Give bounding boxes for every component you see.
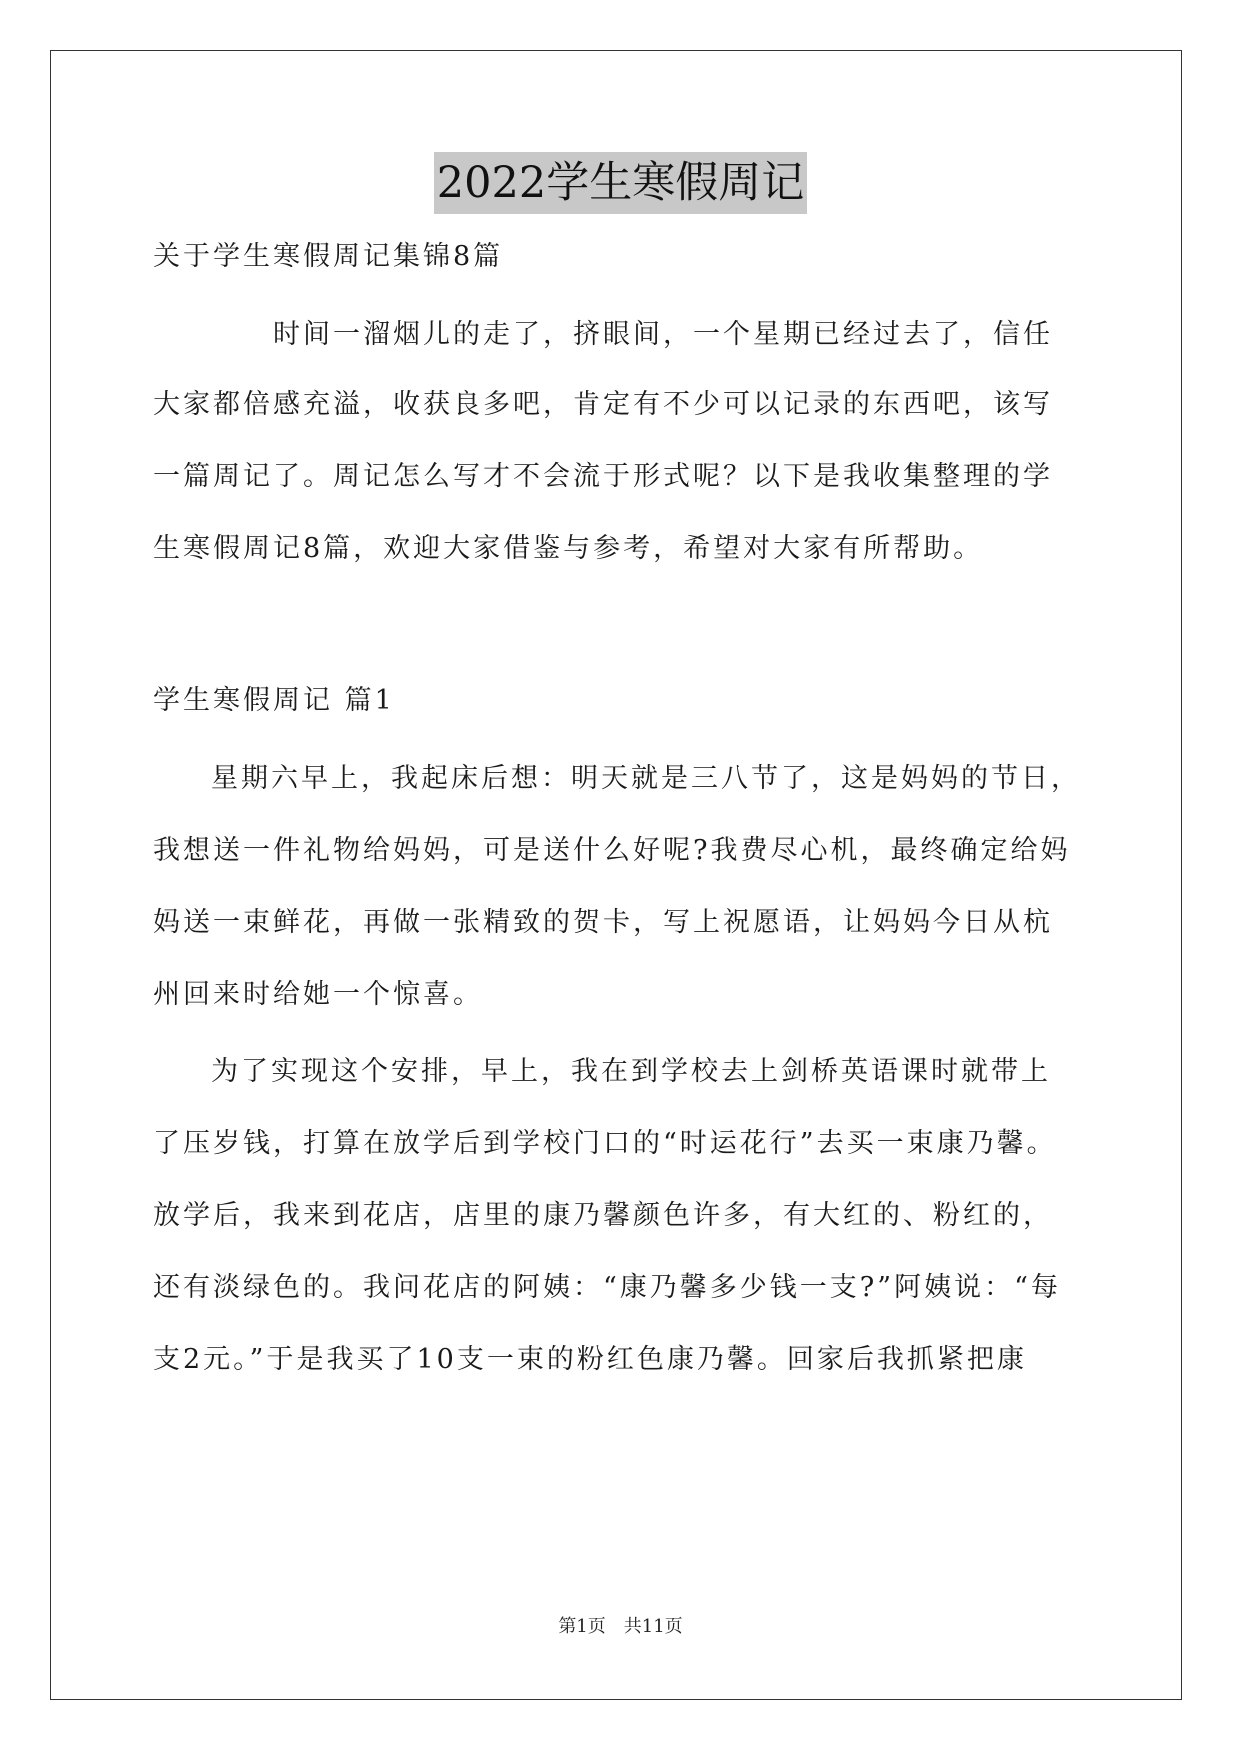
document-title: 2022学生寒假周记 (434, 152, 807, 214)
intro-line: 时间一溜烟儿的走了，挤眼间，一个星期已经过去了，信任 (273, 319, 1053, 350)
paragraph-line: 我想送一件礼物给妈妈，可是送什么好呢?我费尽心机，最终确定给妈 (153, 835, 1071, 866)
section-heading: 学生寒假周记 篇1 (153, 685, 395, 716)
paragraph-line: 了压岁钱，打算在放学后到学校门口的“时运花行”去买一束康乃馨。 (153, 1128, 1057, 1159)
title-container (0, 152, 1241, 214)
intro-line: 大家都倍感充溢，收获良多吧，肯定有不少可以记录的东西吧，该写 (153, 389, 1053, 420)
intro-line: 一篇周记了。周记怎么写才不会流于形式呢？以下是我收集整理的学 (153, 461, 1053, 492)
paragraph-line: 放学后，我来到花店，店里的康乃馨颜色许多，有大红的、粉红的， (153, 1200, 1053, 1231)
paragraph-line: 州回来时给她一个惊喜。 (153, 979, 483, 1010)
paragraph-line: 为了实现这个安排，早上，我在到学校去上剑桥英语课时就带上 (211, 1056, 1051, 1087)
paragraph-line: 还有淡绿色的。我问花店的阿姨：“康乃馨多少钱一支?”阿姨说：“每 (153, 1272, 1061, 1303)
page-number-footer: 第1页 共11页 (558, 1616, 683, 1637)
paragraph-line: 支2元。”于是我买了10支一束的粉红色康乃馨。回家后我抓紧把康 (153, 1344, 1027, 1375)
intro-line: 生寒假周记8篇，欢迎大家借鉴与参考，希望对大家有所帮助。 (153, 533, 984, 564)
paragraph-line: 妈送一束鲜花，再做一张精致的贺卡，写上祝愿语，让妈妈今日从杭 (153, 907, 1053, 938)
page-border (50, 50, 1182, 1700)
document-subtitle: 关于学生寒假周记集锦8篇 (153, 241, 504, 272)
paragraph-line: 星期六早上，我起床后想：明天就是三八节了，这是妈妈的节日， (211, 763, 1081, 794)
